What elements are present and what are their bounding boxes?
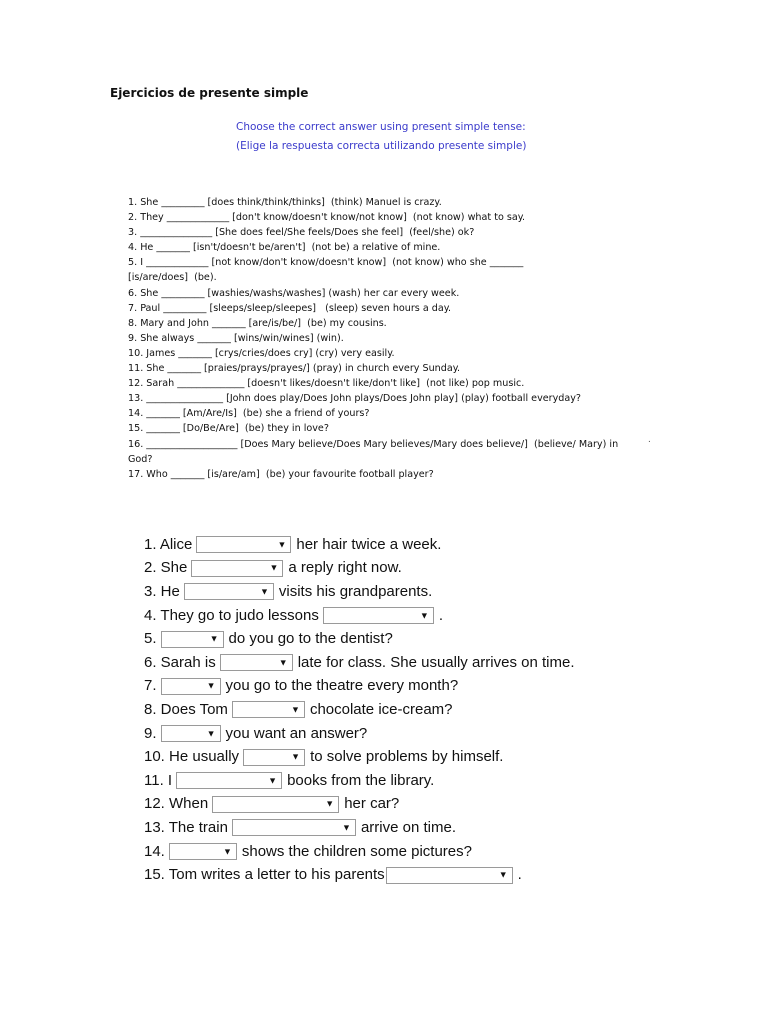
sentence-start: 5. [144,630,157,648]
answer-dropdown[interactable] [386,867,513,884]
instruction-english: Choose the correct answer using present simple tense: [236,121,526,133]
exercise-2-row [144,580,575,604]
sentence-start: 4. They go to judo lessons [144,606,319,624]
exercise-2-row [144,722,575,746]
answer-dropdown[interactable] [161,725,221,742]
answer-dropdown[interactable] [169,843,237,860]
dropdown-arrow-icon: ▼ [222,846,232,857]
dropdown-arrow-icon: ▼ [206,728,216,739]
exercise-2-row [144,745,575,769]
sentence-end: a reply right now. [288,559,402,577]
exercise-2-row [144,769,575,793]
answer-dropdown[interactable] [191,560,283,577]
instruction-spanish: (Elige la respuesta correcta utilizando presente simple) [236,140,527,152]
sentence-end: you go to the theatre every month? [225,677,459,695]
exercise-1-item: 11. She _______ [praies/prays/prayes/] (pray) in church every Sunday. [128,363,461,375]
exercise-2-row [144,651,575,675]
sentence-end: books from the library. [287,771,435,789]
dropdown-arrow-icon: ▼ [269,562,279,573]
exercise-2-list [144,533,575,887]
exercise-1-item: 9. She always _______ [wins/win/wines] (win). [128,332,344,344]
exercise-1-item: 6. She _________ [washies/washs/washes] (wash) her car every week. [128,287,460,299]
sentence-start: 7. [144,677,157,695]
exercise-1-item: 1. She _________ [does think/think/thinks] (think) Manuel is crazy. [128,197,442,208]
sentence-end: chocolate ice-cream? [309,700,453,718]
exercise-1-item: 16. ___________________ [Does Mary believe/Does Mary believes/Mary does believe/] (believe/ Mary) in God? [128,438,622,465]
sentence-end: do you go to the dentist? [228,630,393,648]
exercise-1-item: 15. _______ [Do/Be/Are] (be) they in love? [128,423,329,435]
sentence-end: you want an answer? [225,724,368,742]
sentence-end: shows the children some pictures? [241,842,472,860]
exercise-1-item: 2. They _____________ [don't know/doesn't know/not know] (not know) what to say. [128,212,526,224]
sentence-start: 12. When [144,795,209,813]
sentence-start: 2. She [144,559,188,577]
answer-dropdown[interactable] [243,749,305,766]
answer-dropdown[interactable] [161,678,221,695]
dropdown-arrow-icon: ▼ [342,822,351,833]
sentence-start: 8. Does Tom [144,700,228,718]
answer-dropdown[interactable] [196,536,291,553]
sentence-start: 3. He [144,582,180,600]
dropdown-arrow-icon: ▼ [268,775,278,786]
dropdown-arrow-icon: ▼ [291,704,300,715]
exercise-2-row [144,675,575,699]
answer-dropdown[interactable] [184,583,274,600]
dropdown-arrow-icon: ▼ [259,586,269,597]
sentence-start: 15. Tom writes a letter to his parents [144,866,385,884]
exercise-2-row [144,698,575,722]
exercise-1-item: 8. Mary and John _______ [are/is/be/] (be) my cousins. [128,317,387,329]
sentence-start: 11. I [144,771,173,789]
answer-dropdown[interactable] [232,701,305,718]
dropdown-arrow-icon: ▼ [277,539,287,550]
exercise-1-item: 7. Paul _________ [sleeps/sleep/sleepes] (sleep) seven hours a day. [128,302,452,314]
exercise-1-item: 3. _______________ [She does feel/She feels/Does she feel] (feel/she) ok? [128,227,475,239]
exercise-1-item: 12. Sarah ______________ [doesn't likes/doesn't like/don't like] (not like) pop music. [128,378,525,390]
exercise-1-list [128,195,648,482]
exercise-2-row [144,627,575,651]
exercise-2-row [144,840,575,864]
exercise-2-row [144,533,575,557]
exercise-2-row [144,863,575,887]
sentence-start: 9. [144,724,157,742]
exercise-1-item: 14. _______ [Am/Are/Is] (be) she a friend of yours? [128,408,370,420]
exercise-2-row [144,604,575,628]
dropdown-arrow-icon: ▼ [291,751,301,762]
answer-dropdown[interactable] [323,607,434,624]
exercise-2-row [144,557,575,581]
dropdown-arrow-icon: ▼ [209,633,219,644]
sentence-end: her hair twice a week. [296,535,442,553]
answer-dropdown[interactable] [161,631,224,648]
sentence-start: 1. Alice [144,535,193,553]
exercise-1-item: 17. Who _______ [is/are/am] (be) your favourite football player? [128,468,434,480]
sentence-end: late for class. She usually arrives on time. [297,653,575,671]
exercise-1-item: 5. I _____________ [not know/don't know/doesn't know] (not know) who she _______ [is/are/does] (be). [128,257,527,284]
answer-dropdown[interactable] [220,654,293,671]
dropdown-arrow-icon: ▼ [325,798,335,809]
sentence-start: 13. The train [144,818,228,836]
sentence-end: visits his grandparents. [278,582,433,600]
sentence-end: arrive on time. [360,818,456,836]
dropdown-arrow-icon: ▼ [278,657,288,668]
answer-dropdown[interactable] [212,796,339,813]
sentence-end: to solve problems by himself. [310,748,504,766]
dropdown-arrow-icon: ▼ [498,869,508,880]
dropdown-arrow-icon: ▼ [206,680,216,691]
sentence-end: . [517,866,522,884]
exercise-2-row [144,793,575,817]
sentence-end: . [438,606,444,624]
answer-dropdown[interactable] [232,819,356,836]
answer-dropdown[interactable] [176,772,282,789]
exercise-1-item: 4. He _______ [isn't/doesn't be/aren't] (not be) a relative of mine. [128,242,441,254]
dropdown-arrow-icon: ▼ [419,610,429,621]
stray-dot: . [648,434,651,445]
exercise-1-item: 10. James _______ [crys/cries/does cry] (cry) very easily. [128,347,395,359]
sentence-start: 14. [144,842,165,860]
sentence-start: 10. He usually [144,748,240,766]
exercise-2-row [144,816,575,840]
exercise-1-item: 13. ________________ [John does play/Does John plays/Does John play] (play) football everyday? [128,393,582,405]
document-title: Ejercicios de presente simple [110,86,309,100]
sentence-start: 6. Sarah is [144,653,216,671]
sentence-end: her car? [344,795,400,813]
